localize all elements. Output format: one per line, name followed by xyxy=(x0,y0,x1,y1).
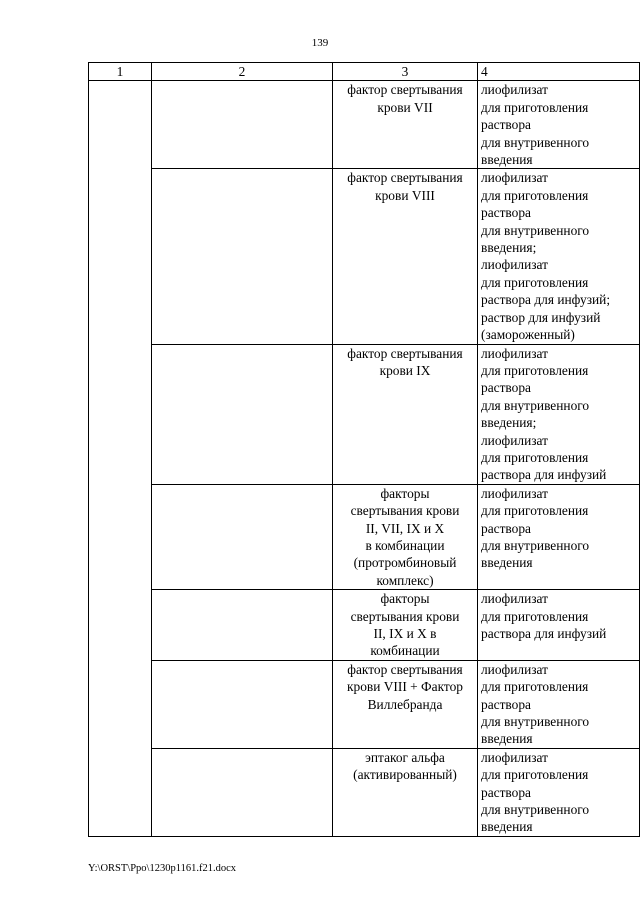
dosage-form-line: для приготовления xyxy=(481,608,589,624)
dosage-form-line: раствора для инфузий xyxy=(481,626,607,641)
dosage-form-line: для приготовления xyxy=(481,362,589,378)
dosage-form-line: для приготовления xyxy=(481,449,589,465)
dosage-form-line: для внутривенного xyxy=(481,222,590,238)
dosage-form-line: введения; xyxy=(481,415,537,431)
dosage-form-line: для внутривенного xyxy=(481,537,590,553)
dosage-form-cell xyxy=(478,748,640,836)
drug-name-line: эптаког альфа xyxy=(365,749,445,765)
table-row xyxy=(89,660,640,748)
dosage-form-line: раствор для инфузий xyxy=(481,309,601,325)
drug-name-line: фактор свертывания xyxy=(347,170,463,186)
atc-code-cell xyxy=(152,81,333,169)
dosage-form-line: для приготовления xyxy=(481,99,589,115)
dosage-form-cell xyxy=(478,484,640,589)
page-number: 139 xyxy=(311,37,329,49)
drug-name-cell xyxy=(333,590,478,661)
drug-name-line: (активированный) xyxy=(353,767,457,783)
drug-name-line: комплекс) xyxy=(376,572,434,588)
dosage-form-cell xyxy=(478,81,640,169)
dosage-form-line: раствора xyxy=(481,380,531,396)
drug-name-cell xyxy=(333,344,478,484)
drug-name-cell xyxy=(333,748,478,836)
dosage-form-cell xyxy=(478,590,640,661)
dosage-form-line: раствора для инфузий; xyxy=(481,292,611,308)
atc-code-cell xyxy=(152,344,333,484)
drug-name-line: крови VIII + Фактор xyxy=(347,679,463,695)
table-row xyxy=(89,81,640,169)
dosage-form-line: введения xyxy=(481,819,533,835)
table-row xyxy=(89,590,640,661)
drug-name-line: (протромбиновый xyxy=(353,555,457,571)
drug-name-line: в комбинации xyxy=(365,537,445,553)
dosage-form-line: для приготовления xyxy=(481,274,589,290)
dosage-form-line: для внутривенного xyxy=(481,714,590,730)
dosage-form-line: раствора xyxy=(481,205,531,221)
file-path-footer: Y:\ORST\Ppo\1230p1161.f21.docx xyxy=(88,863,236,874)
drug-name-line: II, VII, IX и X xyxy=(365,520,445,536)
column-header-3: 3 xyxy=(333,63,478,81)
drug-name-line: Виллебранда xyxy=(367,696,443,712)
dosage-form-line: для внутривенного xyxy=(481,802,590,818)
dosage-form-line: введения xyxy=(481,731,533,747)
drug-name-line: фактор свертывания xyxy=(347,345,463,361)
dosage-form-line: лиофилизат xyxy=(481,170,548,186)
dosage-form-cell xyxy=(478,660,640,748)
dosage-form-line: для приготовления xyxy=(481,503,589,519)
dosage-form-line: введения xyxy=(481,555,533,571)
dosage-form-line: раствора для инфузий xyxy=(481,467,607,483)
medication-table xyxy=(88,62,640,837)
dosage-form-line: лиофилизат xyxy=(481,82,548,98)
column-header-2: 2 xyxy=(152,63,333,81)
drug-name-line: крови VIII xyxy=(375,187,435,203)
dosage-form-line: для приготовления xyxy=(481,679,589,695)
table-row xyxy=(89,344,640,484)
drug-name-line: крови VII xyxy=(377,99,433,115)
drug-name-line: II, IX и X в xyxy=(373,626,437,641)
drug-name-line: фактор свертывания xyxy=(347,661,463,677)
atc-code-cell xyxy=(152,660,333,748)
dosage-form-line: введения; xyxy=(481,240,537,256)
atc-code-cell xyxy=(152,484,333,589)
dosage-form-line: лиофилизат xyxy=(481,661,548,677)
drug-name-cell xyxy=(333,660,478,748)
dosage-form-cell xyxy=(478,344,640,484)
drug-name-line: факторы xyxy=(380,485,430,501)
drug-name-cell xyxy=(333,169,478,344)
dosage-form-line: для внутривенного xyxy=(481,397,590,413)
drug-name-cell xyxy=(333,81,478,169)
column-header-4: 4 xyxy=(478,63,640,81)
table-row xyxy=(89,484,640,589)
dosage-form-line: введения xyxy=(481,152,533,168)
column-header-1: 1 xyxy=(89,63,152,81)
atc-code-cell xyxy=(152,169,333,344)
dosage-form-line: лиофилизат xyxy=(481,345,548,361)
dosage-form-line: (замороженный) xyxy=(481,327,575,343)
dosage-form-line: лиофилизат xyxy=(481,749,548,765)
group-code-cell xyxy=(89,81,152,836)
table-header-row xyxy=(89,63,640,81)
dosage-form-line: для внутривенного xyxy=(481,134,590,150)
atc-code-cell xyxy=(152,590,333,661)
dosage-form-line: раствора xyxy=(481,520,531,536)
dosage-form-line: лиофилизат xyxy=(481,485,548,501)
drug-name-cell xyxy=(333,484,478,589)
table-row xyxy=(89,748,640,836)
dosage-form-line: лиофилизат xyxy=(481,432,548,448)
dosage-form-line: раствора xyxy=(481,696,531,712)
drug-name-line: свертывания крови xyxy=(350,503,460,519)
dosage-form-line: лиофилизат xyxy=(481,591,548,607)
drug-name-line: крови IX xyxy=(379,362,431,378)
drug-name-line: факторы xyxy=(380,591,430,607)
table-row xyxy=(89,169,640,344)
dosage-form-line: раствора xyxy=(481,117,531,133)
dosage-form-cell xyxy=(478,169,640,344)
dosage-form-line: для приготовления xyxy=(481,767,589,783)
atc-code-cell xyxy=(152,748,333,836)
dosage-form-line: для приготовления xyxy=(481,187,589,203)
dosage-form-line: раствора xyxy=(481,784,531,800)
drug-name-line: свертывания крови xyxy=(350,608,460,624)
dosage-form-line: лиофилизат xyxy=(481,257,548,273)
drug-name-line: фактор свертывания xyxy=(347,82,463,98)
drug-name-line: комбинации xyxy=(370,643,440,659)
